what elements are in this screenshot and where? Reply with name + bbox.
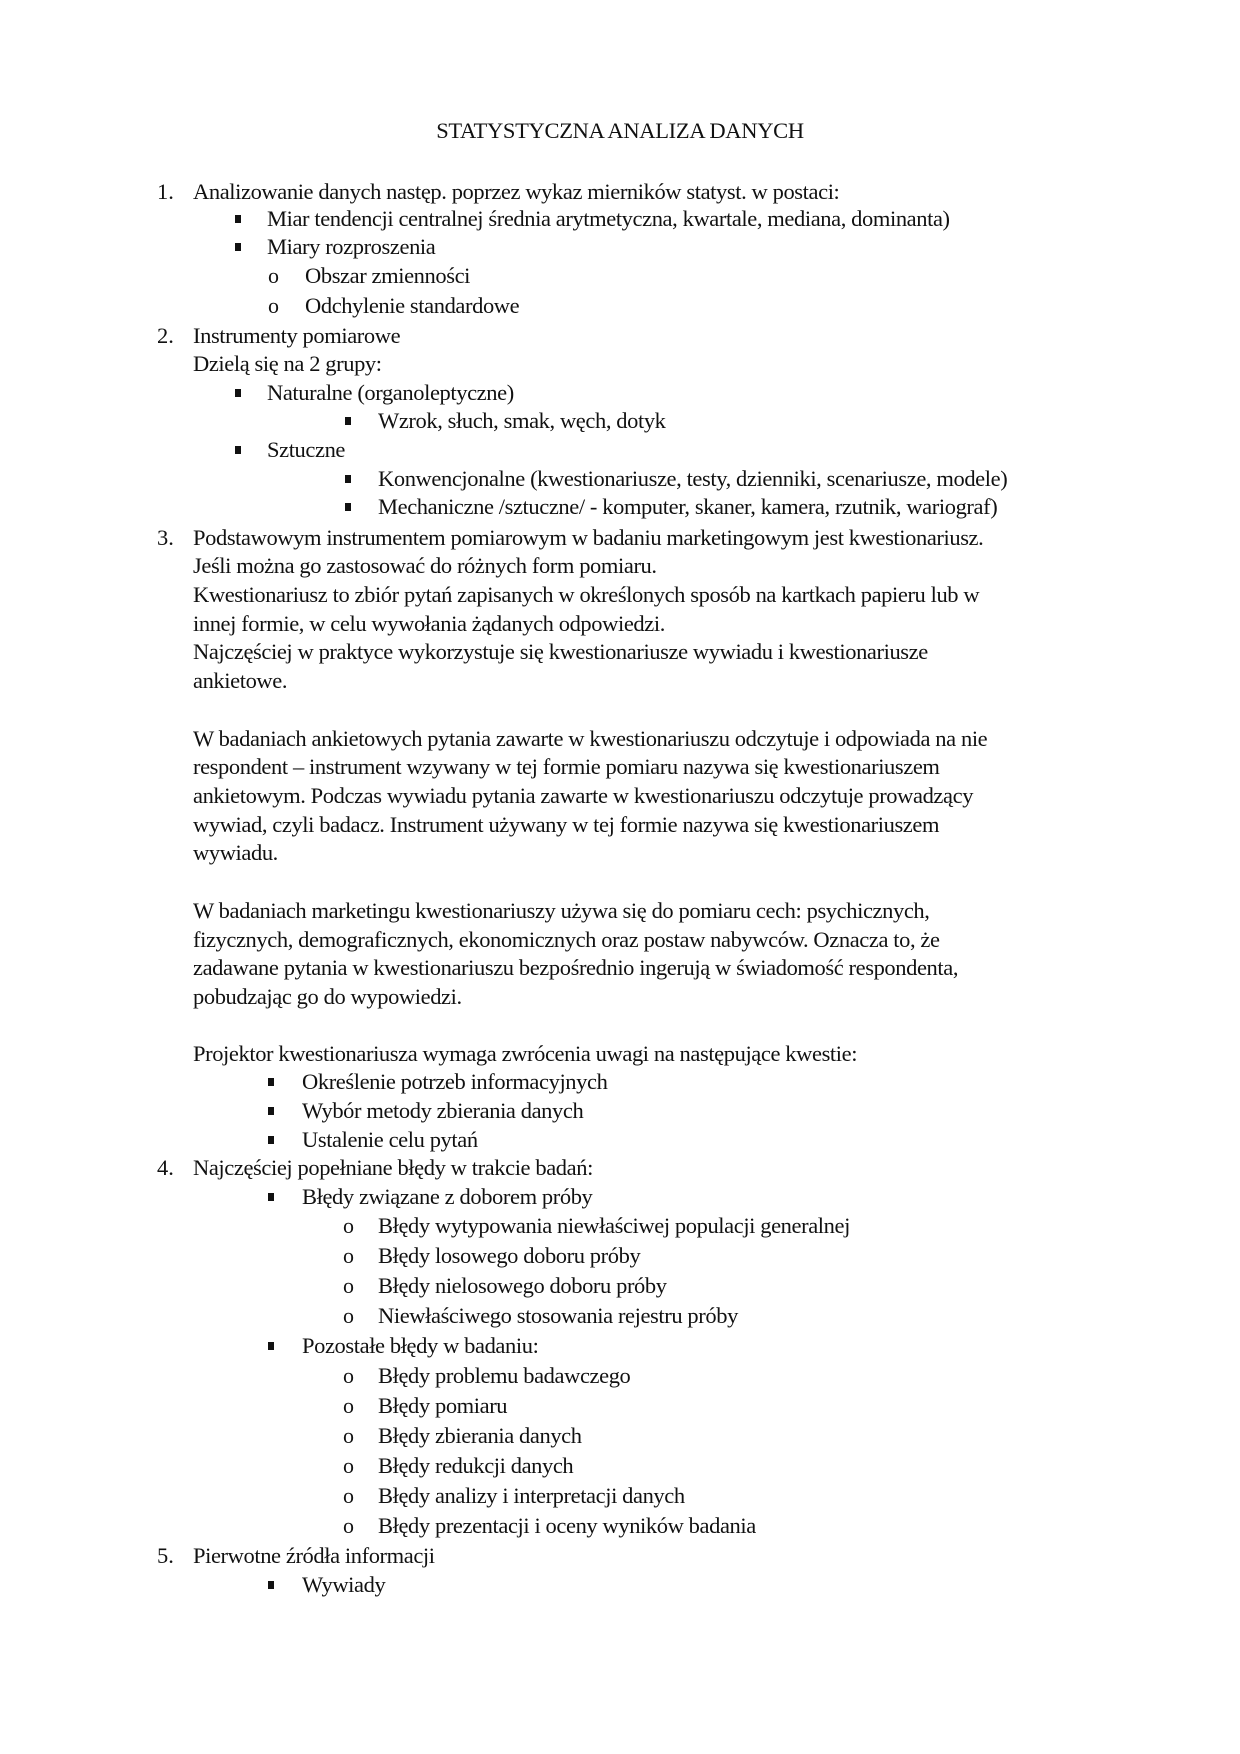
section-intro: Dzielą się na 2 grupy: bbox=[193, 351, 382, 376]
paragraph-line: innej formie, w celu wywołania żądanych odpowiedzi. bbox=[193, 611, 665, 636]
square-bullet-icon bbox=[268, 1193, 274, 1201]
paragraph-line: zadawane pytania w kwestionariuszu bezpośrednio ingerują w świadomość respondenta, bbox=[193, 955, 959, 980]
list-item: Miary rozproszenia bbox=[267, 234, 436, 259]
list-item: Wzrok, słuch, smak, węch, dotyk bbox=[378, 408, 666, 433]
paragraph-line: W badaniach marketingu kwestionariuszy używa się do pomiaru cech: psychicznych, bbox=[193, 898, 930, 923]
paragraph-line: pobudzając go do wypowiedzi. bbox=[193, 984, 462, 1009]
list-item: Niewłaściwego stosowania rejestru próby bbox=[378, 1303, 738, 1328]
list-item: Konwencjonalne (kwestionariusze, testy, dzienniki, scenariusze, modele) bbox=[378, 466, 1008, 491]
paragraph-line: Kwestionariusz to zbiór pytań zapisanych w określonych sposób na kartkach papieru lub w bbox=[193, 582, 980, 607]
list-item: Pozostałe błędy w badaniu: bbox=[302, 1333, 539, 1358]
paragraph-line: ankietowym. Podczas wywiadu pytania zawarte w kwestionariuszu odczytuje prowadzący bbox=[193, 783, 974, 808]
list-item: Błędy losowego doboru próby bbox=[378, 1243, 641, 1268]
square-bullet-icon bbox=[345, 475, 351, 483]
list-item: Ustalenie celu pytań bbox=[302, 1127, 478, 1152]
list-item: Błędy zbierania danych bbox=[378, 1423, 582, 1448]
circle-bullet-icon: o bbox=[343, 1303, 354, 1328]
section-heading: Pierwotne źródła informacji bbox=[193, 1543, 435, 1568]
list-item: Odchylenie standardowe bbox=[305, 293, 520, 318]
list-item: Mechaniczne /sztuczne/ - komputer, skaner, kamera, rzutnik, wariograf) bbox=[378, 494, 998, 519]
square-bullet-icon bbox=[345, 503, 351, 511]
list-item: Błędy problemu badawczego bbox=[378, 1363, 631, 1388]
circle-bullet-icon: o bbox=[343, 1363, 354, 1388]
square-bullet-icon bbox=[235, 243, 241, 251]
paragraph-line: Projektor kwestionariusza wymaga zwrócenia uwagi na następujące kwestie: bbox=[193, 1041, 858, 1066]
square-bullet-icon bbox=[235, 446, 241, 454]
list-item: Błędy nielosowego doboru próby bbox=[378, 1273, 667, 1298]
list-number: 1. bbox=[157, 179, 174, 204]
circle-bullet-icon: o bbox=[268, 293, 279, 318]
list-item: Błędy analizy i interpretacji danych bbox=[378, 1483, 685, 1508]
paragraph-line: wywiad, czyli badacz. Instrument używany w tej formie nazywa się kwestionariuszem bbox=[193, 812, 940, 837]
paragraph-line: W badaniach ankietowych pytania zawarte w kwestionariuszu odczytuje i odpowiada na nie bbox=[193, 726, 988, 751]
list-number: 4. bbox=[157, 1155, 174, 1180]
list-item: Miar tendencji centralnej średnia arytmetyczna, kwartale, mediana, dominanta) bbox=[267, 206, 950, 231]
circle-bullet-icon: o bbox=[343, 1513, 354, 1538]
list-item: Wywiady bbox=[302, 1572, 386, 1597]
circle-bullet-icon: o bbox=[343, 1273, 354, 1298]
square-bullet-icon bbox=[235, 215, 241, 223]
list-item: Określenie potrzeb informacyjnych bbox=[302, 1069, 608, 1094]
section-heading: Analizowanie danych następ. poprzez wykaz mierników statyst. w postaci: bbox=[193, 179, 840, 204]
paragraph-line: wywiadu. bbox=[193, 840, 278, 865]
paragraph-line: respondent – instrument wzywany w tej formie pomiaru nazywa się kwestionariuszem bbox=[193, 754, 940, 779]
circle-bullet-icon: o bbox=[268, 263, 279, 288]
paragraph-line: Jeśli można go zastosować do różnych form pomiaru. bbox=[193, 553, 657, 578]
circle-bullet-icon: o bbox=[343, 1453, 354, 1478]
paragraph-line: Najczęściej w praktyce wykorzystuje się kwestionariusze wywiadu i kwestionariusze bbox=[193, 639, 928, 664]
list-number: 3. bbox=[157, 525, 174, 550]
section-heading: Instrumenty pomiarowe bbox=[193, 323, 401, 348]
list-item: Wybór metody zbierania danych bbox=[302, 1098, 584, 1123]
list-item: Błędy wytypowania niewłaściwej populacji generalnej bbox=[378, 1213, 850, 1238]
document-title: STATYSTYCZNA ANALIZA DANYCH bbox=[436, 118, 804, 143]
circle-bullet-icon: o bbox=[343, 1213, 354, 1238]
square-bullet-icon bbox=[268, 1136, 274, 1144]
list-item: Błędy redukcji danych bbox=[378, 1453, 574, 1478]
square-bullet-icon bbox=[268, 1107, 274, 1115]
list-item: Sztuczne bbox=[267, 437, 346, 462]
circle-bullet-icon: o bbox=[343, 1393, 354, 1418]
square-bullet-icon bbox=[268, 1342, 274, 1350]
list-item: Błędy prezentacji i oceny wyników badania bbox=[378, 1513, 756, 1538]
circle-bullet-icon: o bbox=[343, 1483, 354, 1508]
list-number: 5. bbox=[157, 1543, 174, 1568]
square-bullet-icon bbox=[345, 417, 351, 425]
list-item: Naturalne (organoleptyczne) bbox=[267, 380, 514, 405]
paragraph-line: fizycznych, demograficznych, ekonomicznych oraz postaw nabywców. Oznacza to, że bbox=[193, 927, 940, 952]
list-item: Błędy pomiaru bbox=[378, 1393, 508, 1418]
circle-bullet-icon: o bbox=[343, 1423, 354, 1448]
square-bullet-icon bbox=[268, 1581, 274, 1589]
list-item: Obszar zmienności bbox=[305, 263, 471, 288]
paragraph-line: Podstawowym instrumentem pomiarowym w badaniu marketingowym jest kwestionariusz. bbox=[193, 525, 984, 550]
paragraph-line: ankietowe. bbox=[193, 668, 288, 693]
section-heading: Najczęściej popełniane błędy w trakcie badań: bbox=[193, 1155, 593, 1180]
list-number: 2. bbox=[157, 323, 174, 348]
square-bullet-icon bbox=[235, 389, 241, 397]
list-item: Błędy związane z doborem próby bbox=[302, 1184, 593, 1209]
circle-bullet-icon: o bbox=[343, 1243, 354, 1268]
square-bullet-icon bbox=[268, 1078, 274, 1086]
